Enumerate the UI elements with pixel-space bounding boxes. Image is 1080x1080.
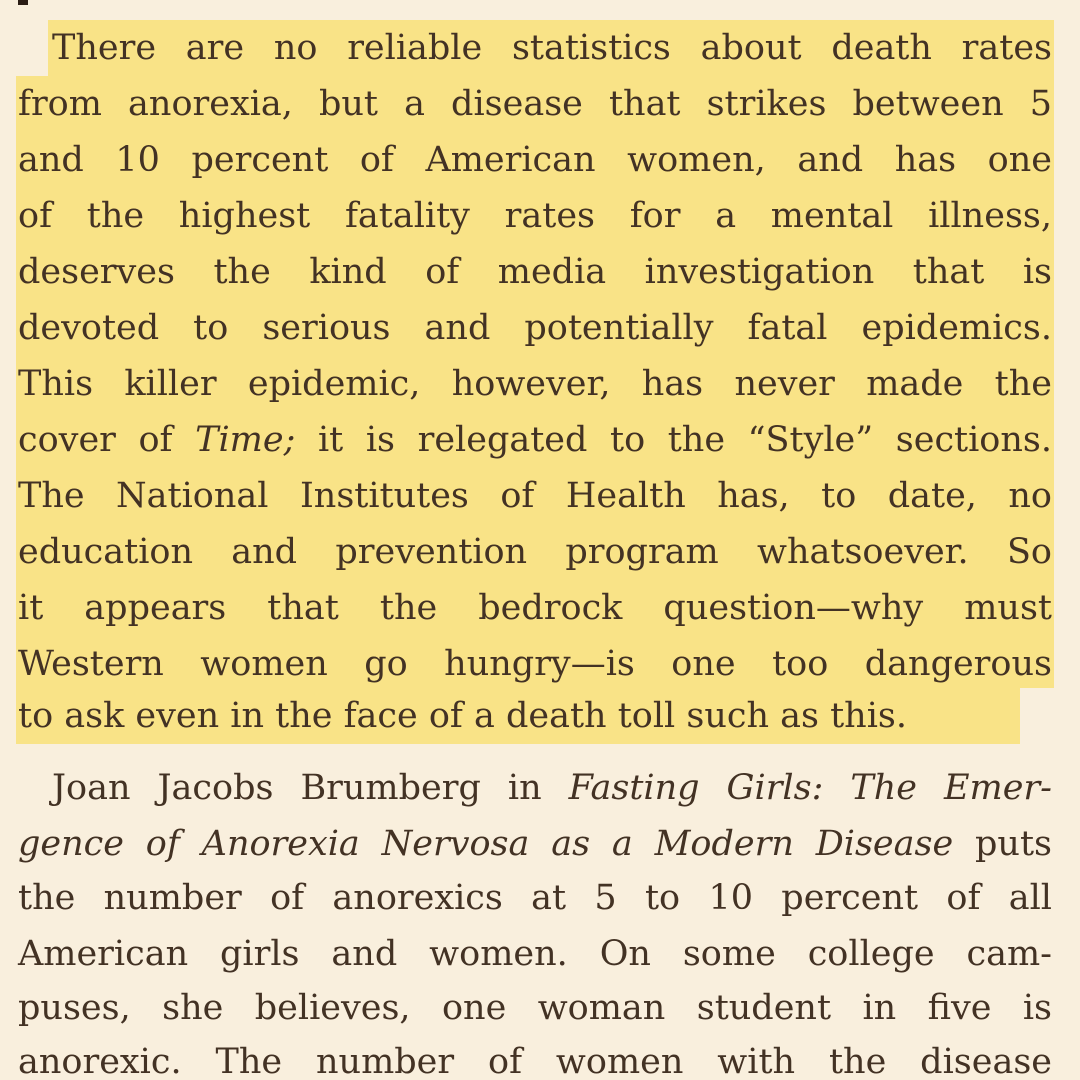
highlighted-line-5[interactable]: deserves the kind of media investigation that is bbox=[18, 252, 1052, 292]
book-title-fragment-1: Fasting Girls: The Emer- bbox=[568, 768, 1052, 808]
page-edge-mark bbox=[18, 0, 28, 5]
highlighted-line-4[interactable]: of the highest fatality rates for a mental illness, bbox=[18, 196, 1052, 236]
book-title-fragment-2: gence of Anorexia Nervosa as a Modern Disease bbox=[18, 824, 954, 864]
highlighted-line-11[interactable]: it appears that the bedrock question—why must bbox=[18, 588, 1052, 628]
paragraph-line-3[interactable]: the number of anorexics at 5 to 10 percent of all bbox=[18, 878, 1052, 918]
time-magazine-title: Time; bbox=[195, 420, 296, 460]
highlighted-line-9[interactable]: The National Institutes of Health has, to date, no bbox=[18, 476, 1052, 516]
paragraph-line-6[interactable]: anorexic. The number of women with the disease bbox=[18, 1042, 1052, 1080]
highlighted-line-13[interactable]: to ask even in the face of a death toll such as this. bbox=[18, 696, 907, 736]
highlighted-line-8-prefix: cover of bbox=[18, 420, 173, 460]
highlighted-line-8[interactable] bbox=[18, 412, 1052, 468]
paragraph-line-5[interactable]: puses, she believes, one woman student in five is bbox=[18, 988, 1052, 1028]
paragraph-line-1[interactable] bbox=[52, 760, 1052, 816]
highlighted-line-2[interactable]: from anorexia, but a disease that strikes between 5 bbox=[18, 84, 1052, 124]
highlighted-line-12[interactable]: Western women go hungry—is one too dangerous bbox=[18, 644, 1052, 684]
highlighted-line-6[interactable]: devoted to serious and potentially fatal epidemics. bbox=[18, 308, 1052, 348]
highlighted-line-8-rest: it is relegated to the “Style” sections. bbox=[317, 420, 1052, 460]
highlighted-line-1[interactable]: There are no reliable statistics about death rates bbox=[52, 28, 1052, 68]
paragraph-line-4[interactable]: American girls and women. On some college cam- bbox=[18, 934, 1052, 974]
paragraph-line-2[interactable] bbox=[18, 816, 1052, 872]
highlighted-line-7[interactable]: This killer epidemic, however, has never made the bbox=[18, 364, 1052, 404]
highlighted-line-3[interactable]: and 10 percent of American women, and has one bbox=[18, 140, 1052, 180]
paragraph-line-2-suffix: puts bbox=[975, 824, 1052, 864]
highlighted-line-10[interactable]: education and prevention program whatsoever. So bbox=[18, 532, 1052, 572]
paragraph-line-1-prefix: Joan Jacobs Brumberg in bbox=[52, 768, 542, 808]
